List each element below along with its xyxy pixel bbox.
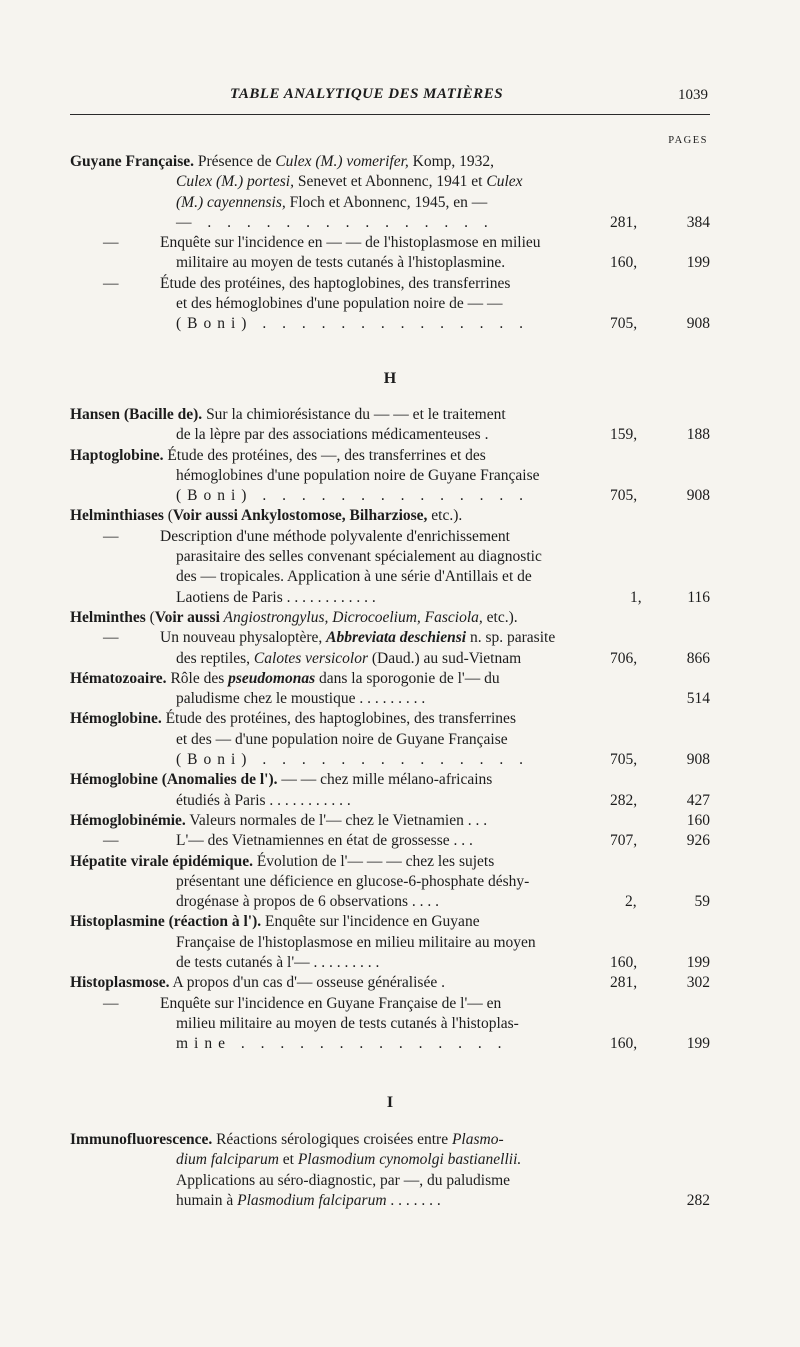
- volume-ref: 282,: [610, 791, 638, 809]
- repeat-dash: —: [103, 234, 119, 252]
- entry-text: présentant une déficience en glucose-6-phosphate déshy-: [176, 872, 530, 890]
- page-ref: 427: [686, 791, 710, 809]
- entry-text: Guyane Française. Présence de Culex (M.) vomerifer, Komp, 1932,: [70, 153, 495, 170]
- volume-ref: 705,: [610, 315, 638, 333]
- entry-text: et des — d'une population noire de Guyane Française: [176, 730, 508, 748]
- volume-ref: 1,: [630, 588, 642, 606]
- page-ref: 514: [686, 690, 710, 708]
- entry-text: (Boni) . . . . . . . . . . . . . .: [176, 487, 529, 505]
- page-ref: 59: [694, 893, 710, 911]
- volume-ref: 705,: [610, 751, 638, 769]
- repeat-dash: —: [103, 274, 119, 292]
- page-ref: 926: [686, 832, 710, 850]
- page-ref: 908: [686, 315, 710, 333]
- running-header: [70, 86, 710, 106]
- entry-text: Hémoglobine (Anomalies de l'). — — chez mille mélano-africains: [70, 771, 493, 789]
- entry-text: humain à Plasmodium falciparum . . . . . . .: [176, 1191, 441, 1209]
- entry-text: Helminthes (Voir aussi Angiostrongylus, Dicrocoelium, Fasciola, etc.).: [70, 608, 518, 626]
- entry-text: Hansen (Bacille de). Sur la chimiorésistance du — — et le traitement: [70, 406, 506, 423]
- entry-text: de la lèpre par des associations médicamenteuses .: [176, 426, 489, 444]
- entry-text: de tests cutanés à l'— . . . . . . . . .: [176, 954, 380, 972]
- section-letter-h: H: [383, 370, 397, 387]
- entry-text: mine . . . . . . . . . . . . . .: [176, 1035, 508, 1053]
- page-ref: 199: [686, 254, 710, 272]
- page-ref: 160: [686, 811, 710, 829]
- leader-dots: — . . . . . . . . . . . . . . .: [176, 213, 494, 231]
- entry-text: Hématozoaire. Rôle des pseudomonas dans la sporogonie de l'— du: [70, 669, 500, 687]
- entry-text: Enquête sur l'incidence en Guyane Française de l'— en: [160, 994, 502, 1012]
- page-ref: 302: [686, 974, 710, 992]
- entry-text: étudiés à Paris . . . . . . . . . . .: [176, 791, 351, 809]
- entry-text: dium falciparum et Plasmodium cynomolgi bastianellii.: [176, 1151, 522, 1169]
- page-ref: 908: [686, 487, 710, 505]
- volume-ref: 281,: [610, 213, 638, 231]
- entry-text: Enquête sur l'incidence en — — de l'histoplasmose en milieu: [160, 234, 541, 252]
- repeat-dash: —: [103, 994, 119, 1012]
- pages-column-label: PAGES: [668, 135, 708, 146]
- entry-text: Histoplasmine (réaction à l'). Enquête sur l'incidence en Guyane: [70, 913, 480, 931]
- page-ref: 384: [686, 213, 710, 231]
- entry-text: des — tropicales. Application à une série d'Antillais et de: [176, 568, 532, 586]
- entry-text: Hémoglobinémie. Valeurs normales de l'— chez le Vietnamien . . .: [70, 811, 488, 829]
- entry-text: (Boni) . . . . . . . . . . . . . .: [176, 315, 529, 333]
- section-h-entries: [70, 405, 710, 1055]
- volume-ref: 160,: [610, 954, 638, 972]
- repeat-dash: —: [103, 832, 119, 850]
- entry-text: L'— des Vietnamiennes en état de grossesse . . .: [176, 832, 473, 850]
- entry-text: Immunofluorescence. Réactions sérologiques croisées entre Plasmo-: [70, 1131, 504, 1148]
- volume-ref: 159,: [610, 426, 638, 444]
- running-title: TABLE ANALYTIQUE DES MATIÈRES: [230, 86, 504, 102]
- volume-ref: 160,: [610, 1035, 638, 1053]
- entry-text: Culex (M.) portesi, Senevet et Abonnenc, 1941 et Culex: [176, 173, 523, 191]
- entry-text: Haptoglobine. Étude des protéines, des —, des transferrines et des: [70, 446, 486, 464]
- entry-text: et des hémoglobines d'une population noire de — —: [176, 295, 503, 313]
- volume-ref: 281,: [610, 974, 638, 992]
- entry-text: Française de l'histoplasmose en milieu militaire au moyen: [176, 933, 536, 951]
- page-ref: 908: [686, 751, 710, 769]
- entry-text: parasitaire des selles convenant spécialement au diagnostic: [176, 548, 542, 566]
- entry-text: (M.) cayennensis, Floch et Abonnenc, 1945, en —: [176, 193, 488, 211]
- repeat-dash: —: [103, 527, 119, 545]
- entry-text: Helminthiases (Voir aussi Ankylostomose, Bilharziose, etc.).: [70, 507, 463, 525]
- entry-text: Histoplasmose. A propos d'un cas d'— osseuse généralisée .: [70, 974, 445, 992]
- entry-text: des reptiles, Calotes versicolor (Daud.) au sud-Vietnam: [176, 649, 522, 667]
- section-i-entries: [70, 1130, 710, 1211]
- page-ref: 199: [686, 954, 710, 972]
- entry-text: Hépatite virale épidémique. Évolution de l'— — — chez les sujets: [70, 852, 495, 870]
- entry-text: Laotiens de Paris . . . . . . . . . . . .: [176, 588, 376, 606]
- entry-text: milieu militaire au moyen de tests cutanés à l'histoplas-: [176, 1014, 519, 1032]
- entry-text: drogénase à propos de 6 observations . . . .: [176, 893, 440, 911]
- entry-text: Applications au séro-diagnostic, par —, du paludisme: [176, 1171, 511, 1189]
- page-ref: 282: [686, 1191, 710, 1209]
- volume-ref: 2,: [625, 893, 637, 911]
- page-number: 1039: [678, 87, 708, 103]
- volume-ref: 707,: [610, 832, 638, 850]
- entry-text: paludisme chez le moustique . . . . . . . . .: [176, 690, 426, 708]
- entry-text: hémoglobines d'une population noire de Guyane Française: [176, 466, 540, 484]
- entry-text: militaire au moyen de tests cutanés à l'histoplasmine.: [176, 254, 506, 272]
- entry-text: Hémoglobine. Étude des protéines, des haptoglobines, des transferrines: [70, 710, 516, 728]
- entry-text: (Boni) . . . . . . . . . . . . . .: [176, 751, 529, 769]
- page-ref: 866: [686, 649, 710, 667]
- section-letter-i: I: [386, 1094, 394, 1111]
- page-ref: 199: [686, 1035, 710, 1053]
- entry-guyane: [70, 152, 710, 335]
- volume-ref: 706,: [610, 649, 638, 667]
- page-ref: 188: [686, 426, 710, 444]
- header-rule: [70, 114, 710, 115]
- entry-text: Description d'une méthode polyvalente d'enrichissement: [160, 527, 510, 545]
- volume-ref: 705,: [610, 487, 638, 505]
- entry-text: Un nouveau physaloptère, Abbreviata deschiensi n. sp. parasite: [160, 629, 556, 647]
- volume-ref: 160,: [610, 254, 638, 272]
- repeat-dash: —: [103, 629, 119, 647]
- entry-text: Étude des protéines, des haptoglobines, des transferrines: [160, 274, 511, 292]
- page-ref: 116: [687, 588, 710, 606]
